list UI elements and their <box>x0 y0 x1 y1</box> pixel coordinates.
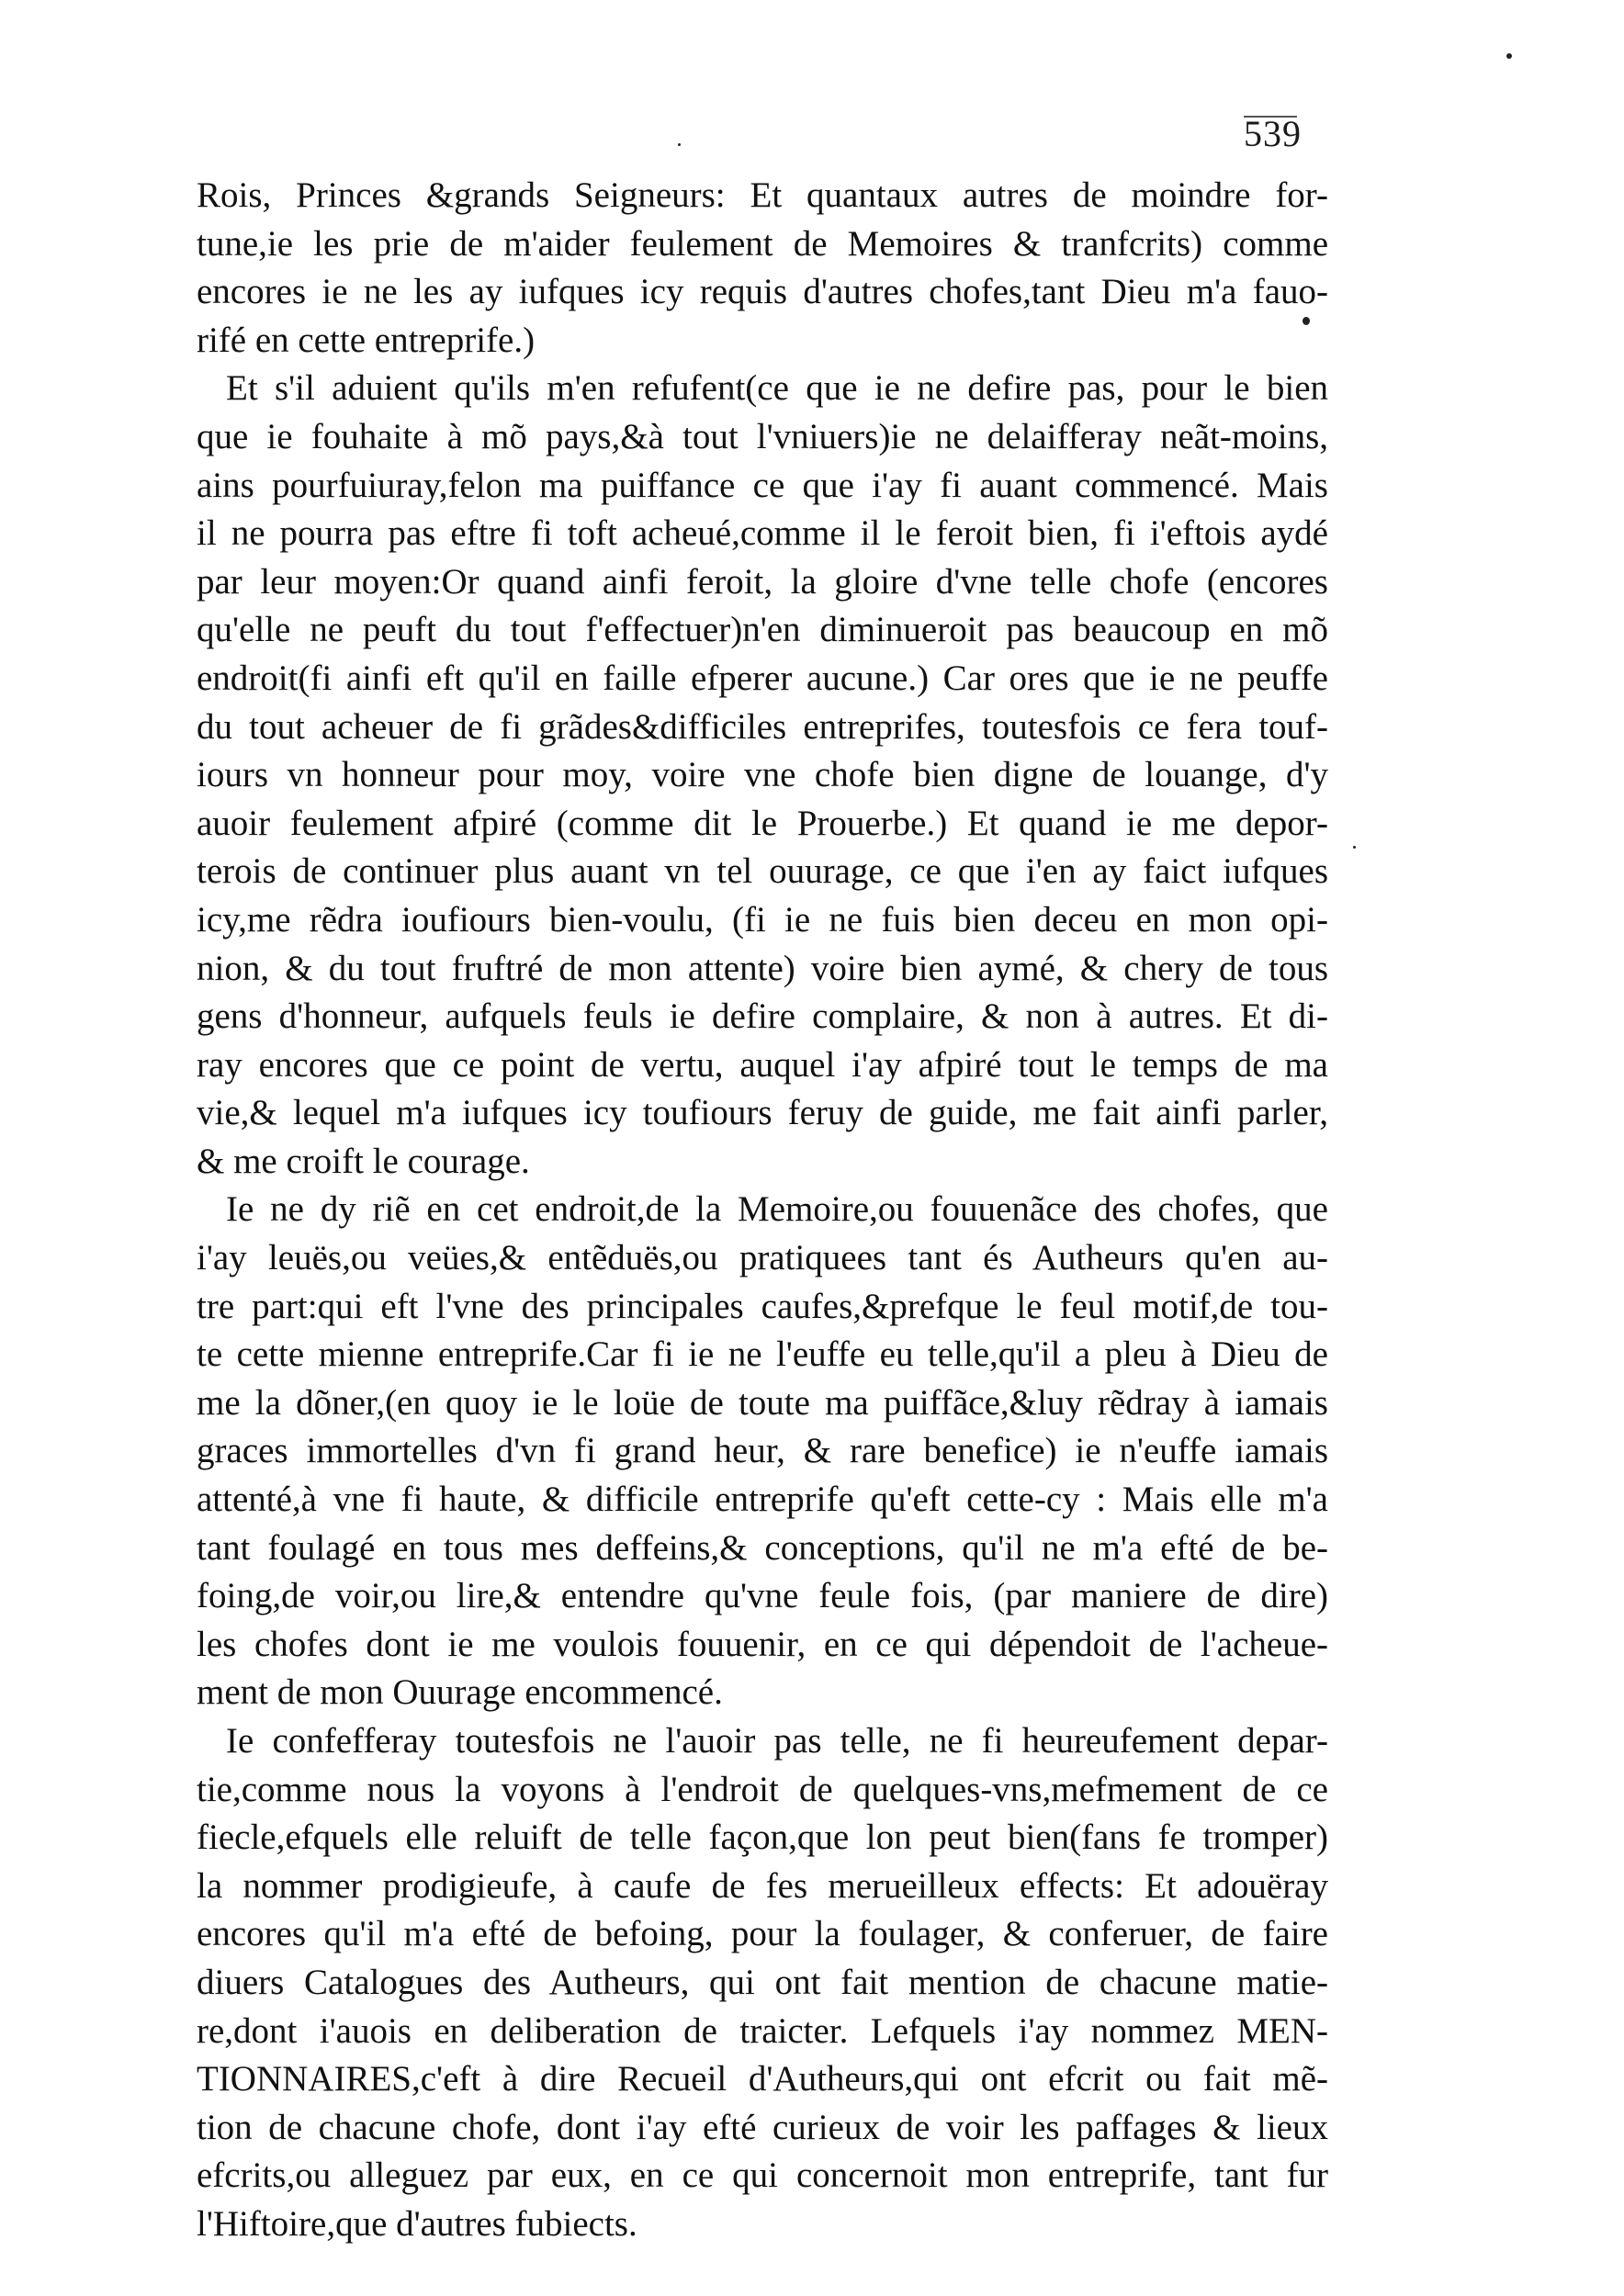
text-line: re,dont i'auois en deliberation de traicter. Lefquels i'ay nommez MEN- <box>197 2010 1328 2051</box>
text-line: i'ay leuës,ou veües,& entẽduës,ou pratiquees tant és Autheurs qu'en au- <box>197 1238 1328 1278</box>
text-line: tant foulagé en tous mes deffeins,& conceptions, qu'il ne m'a efté de be- <box>197 1527 1328 1568</box>
text-line: encores qu'il m'a efté de befoing, pour la foulager, & conferuer, de faire <box>197 1914 1328 1954</box>
text-line: icy,me rẽdra ioufiours bien-voulu, (fi ie ne fuis bien deceu en mon opi- <box>197 899 1328 940</box>
text-line: te cette mienne entreprife.Car fi ie ne l'euffe eu telle,qu'il a pleu à Dieu de <box>197 1334 1328 1375</box>
text-line: terois de continuer plus auant vn tel ouurage, ce que i'en ay faict iufques <box>197 851 1328 892</box>
text-line: ment de mon Ouurage encommencé. <box>197 1672 723 1713</box>
text-line: nion, & du tout fruftré de mon attente) voire bien aymé, & chery de tous <box>197 948 1328 988</box>
text-line: tie,comme nous la voyons à l'endroit de quelques-vns,mefmement de ce <box>197 1769 1328 1809</box>
paragraph-2 <box>197 365 1328 1186</box>
text-line: Ie ne dy riẽ en cet endroit,de la Memoire,ou fouuenãce des chofes, que <box>226 1189 1328 1230</box>
text-line: gens d'honneur, aufquels feuls ie defire complaire, & non à autres. Et di- <box>197 996 1328 1037</box>
paragraph-4 <box>197 1717 1328 2249</box>
text-line: par leur moyen:Or quand ainfi feroit, la gloire d'vne telle chofe (encores <box>197 561 1328 602</box>
text-line: l'Hiftoire,que d'autres fubiects. <box>197 2203 637 2244</box>
scan-speck <box>678 143 681 146</box>
text-line: du tout acheuer de fi grãdes&difficiles entreprifes, toutesfois ce fera touf- <box>197 706 1328 747</box>
text-line: attenté,à vne fi haute, & difficile entreprife qu'eft cette-cy : Mais elle m'a <box>197 1480 1328 1520</box>
text-line: les chofes dont ie me voulois fouuenir, en ce qui dépendoit de l'acheue- <box>197 1624 1328 1664</box>
text-line: que ie fouhaite à mõ pays,&à tout l'vniuers)ie ne delaifferay neãt-moins, <box>197 416 1328 456</box>
text-line: qu'elle ne peuft du tout f'effectuer)n'en diminueroit pas beaucoup en mõ <box>197 610 1328 650</box>
body-text <box>197 172 1328 2249</box>
text-line: rifé en cette entreprife.) <box>197 320 536 360</box>
text-line: graces immortelles d'vn fi grand heur, & rare benefice) ie n'euffe iamais <box>197 1431 1328 1471</box>
scan-speck <box>1303 317 1310 325</box>
paragraph-1 <box>197 172 1328 365</box>
text-line: tre part:qui eft l'vne des principales caufes,&prefque le feul motif,de tou- <box>197 1286 1328 1326</box>
text-line: ray encores que ce point de vertu, auquel i'ay afpiré tout le temps de ma <box>197 1044 1328 1085</box>
scan-speck <box>1506 53 1512 59</box>
text-line: diuers Catalogues des Autheurs, qui ont fait mention de chacune matie- <box>197 1962 1328 2002</box>
page-number: 539 <box>1244 113 1302 154</box>
text-line: encores ie ne les ay iufques icy requis d'autres chofes,tant Dieu m'a fauo- <box>197 272 1328 312</box>
text-line: Rois, Princes &grands Seigneurs: Et quantaux autres de moindre for- <box>197 175 1328 215</box>
text-line: foing,de voir,ou lire,& entendre qu'vne feule fois, (par maniere de dire) <box>197 1576 1328 1616</box>
scan-speck <box>1353 846 1356 849</box>
text-line: la nommer prodigieufe, à caufe de fes merueilleux effects: Et adouëray <box>197 1865 1328 1906</box>
text-line: tion de chacune chofe, dont i'ay efté curieux de voir les paffages & lieux <box>197 2107 1328 2147</box>
text-line: Ie confefferay toutesfois ne l'auoir pas telle, ne fi heureufement depar- <box>226 1721 1328 1761</box>
text-line: efcrits,ou alleguez par eux, en ce qui concernoit mon entreprife, tant fur <box>197 2155 1328 2196</box>
text-line: TIONNAIRES,c'eft à dire Recueil d'Autheurs,qui ont efcrit ou fait mẽ- <box>197 2059 1328 2099</box>
text-line: iours vn honneur pour moy, voire vne chofe bien digne de louange, d'y <box>197 755 1328 795</box>
text-line: endroit(fi ainfi eft qu'il en faille efperer aucune.) Car ores que ie ne peuffe <box>197 658 1328 698</box>
text-line: me la dõner,(en quoy ie le loüe de toute ma puiffãce,&luy rẽdray à iamais <box>197 1382 1328 1423</box>
text-line: tune,ie les prie de m'aider feulement de Memoires & tranfcrits) comme <box>197 223 1328 264</box>
text-line: & me croift le courage. <box>197 1141 530 1181</box>
paragraph-3 <box>197 1186 1328 1717</box>
text-line: il ne pourra pas eftre fi toft acheué,comme il le feroit bien, fi i'eftois aydé <box>197 513 1328 554</box>
text-line: auoir feulement afpiré (comme dit le Prouerbe.) Et quand ie me depor- <box>197 803 1328 843</box>
text-line: ains pourfuiuray,felon ma puiffance ce que i'ay fi auant commencé. Mais <box>197 465 1328 505</box>
text-line: fiecle,efquels elle reluift de telle façon,que lon peut bien(fans fe tromper) <box>197 1818 1328 1858</box>
text-line: Et s'il aduient qu'ils m'en refufent(ce que ie ne defire pas, pour le bien <box>226 368 1328 409</box>
text-line: vie,& lequel m'a iufques icy toufiours feruy de guide, me fait ainfi parler, <box>197 1093 1328 1133</box>
